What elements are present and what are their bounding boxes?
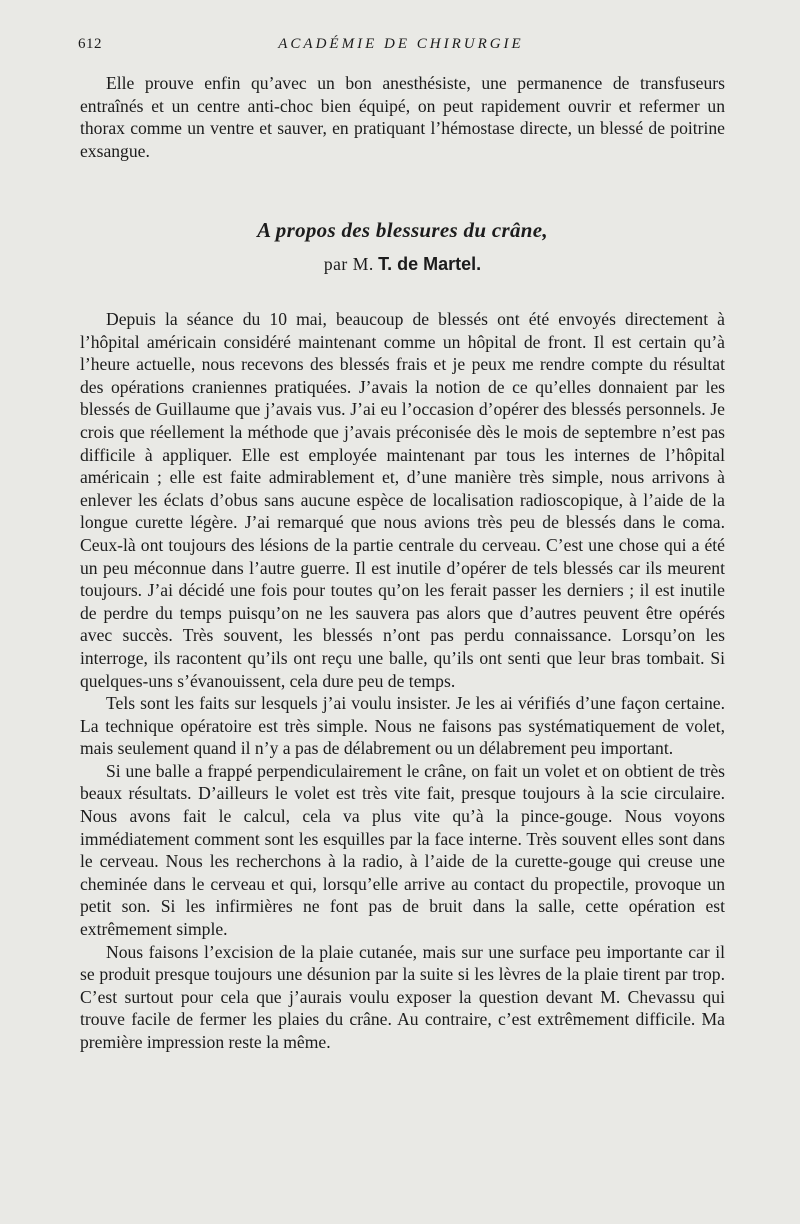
intro-paragraph: Elle prouve enfin qu’avec un bon anesthésiste, une permanence de transfuseurs entraînés et un centre anti-choc bien équipé, on peut rapidement ouvrir et refermer un thorax comme un ventre et sauver, en pratiquant l’hémostase directe, un blessé de poitrine exsangue. — [80, 73, 725, 161]
body-paragraph: Tels sont les faits sur lesquels j’ai voulu insister. Je les ai vérifiés d’une façon certaine. La technique opératoire est très simple. Nous ne faisons pas systématiquement de volet, mais seulement quand il n’y a pas de délabrement ou un délabrement peu important. — [80, 693, 725, 759]
article-title: A propos des blessures du crâne, — [257, 218, 548, 242]
author-name: T. de Martel. — [378, 254, 482, 274]
journal-title: ACADÉMIE DE CHIRURGIE — [278, 36, 524, 52]
byline — [80, 254, 725, 275]
body-paragraph: Nous faisons l’excision de la plaie cutanée, mais sur une surface peu importante car il se produit presque toujours une désunion par la suite si les lèvres de la plaie tirent par trop. C’est surtout pour cela que j’aurais voulu exposer la question devant M. Chevassu qui trouve facile de fermer les plaies du crâne. Au contraire, c’est extrêmement difficile. Ma première impression reste la même. — [80, 941, 725, 1052]
intro-text-block — [80, 72, 725, 162]
running-header — [78, 36, 724, 56]
article-body — [80, 308, 725, 1054]
body-paragraph: Si une balle a frappé perpendiculairement le crâne, on fait un volet et on obtient de très beaux résultats. D’ailleurs le volet est très vite fait, presque toujours à la scie circulaire. Nous avons fait le calcul, cela va plus vite qu’à la pince-gouge. Nous voyons immédiatement comment sont les esquilles par la face interne. Très souvent elles sont dans le cerveau. Nous les recherchons à la radio, à l’aide de la curette-gouge qui creuse une cheminée dans le cerveau et qui, lorsqu’elle arrive au contact du propectile, provoque un petit son. Si les infirmières ne font pas de bruit dans la salle, cette opération est extrêmement simple. — [80, 760, 725, 940]
body-paragraph: Depuis la séance du 10 mai, beaucoup de blessés ont été envoyés directement à l’hôpital américain considéré maintenant comme un hôpital de front. Il est certain qu’à l’heure actuelle, nous recevons des blessés frais et je peux me rendre compte du résultat des opérations craniennes pratiquées. J’avais la notion de ce qu’elles donnaient par les blessés de Guillaume que j’avais vus. J’ai eu l’occasion d’opérer des blessés personnels. Je crois que réellement la méthode que j’avais préconisée dès le mois de septembre n’est pas difficile à appliquer. Elle est employée maintenant par tous les internes de l’hôpital américain ; elle est faite admirablement et, d’une manière très simple, nous arrivons à enlever les éclats d’obus sans aucune espèce de localisation radioscopique, à l’aide de la longue curette légère. J’ai remarqué que nous avions très peu de blessés dans le coma. Ceux-là ont toujours des lésions de la partie centrale du cerveau. C’est une chose qui a été un peu méconnue dans l’autre guerre. Il est inutile d’opérer de tels blessés car ils meurent toujours. J’ai décidé une fois pour toutes qu’on les ferait passer les derniers ; il est inutile de perdre du temps puisqu’on ne les sauvera pas alors que d’autres peuvent être opérés avec succès. Très souvent, les blessés n’ont pas perdu connaissance. Lorsqu’on les interroge, ils racontent qu’ils ont reçu une balle, qu’ils ont senti que leur bras tombait. Si quelques-uns s’évanouissent, cela dure peu de temps. — [80, 309, 725, 691]
byline-prefix: par M. — [323, 254, 374, 274]
page-number: 612 — [78, 36, 102, 52]
